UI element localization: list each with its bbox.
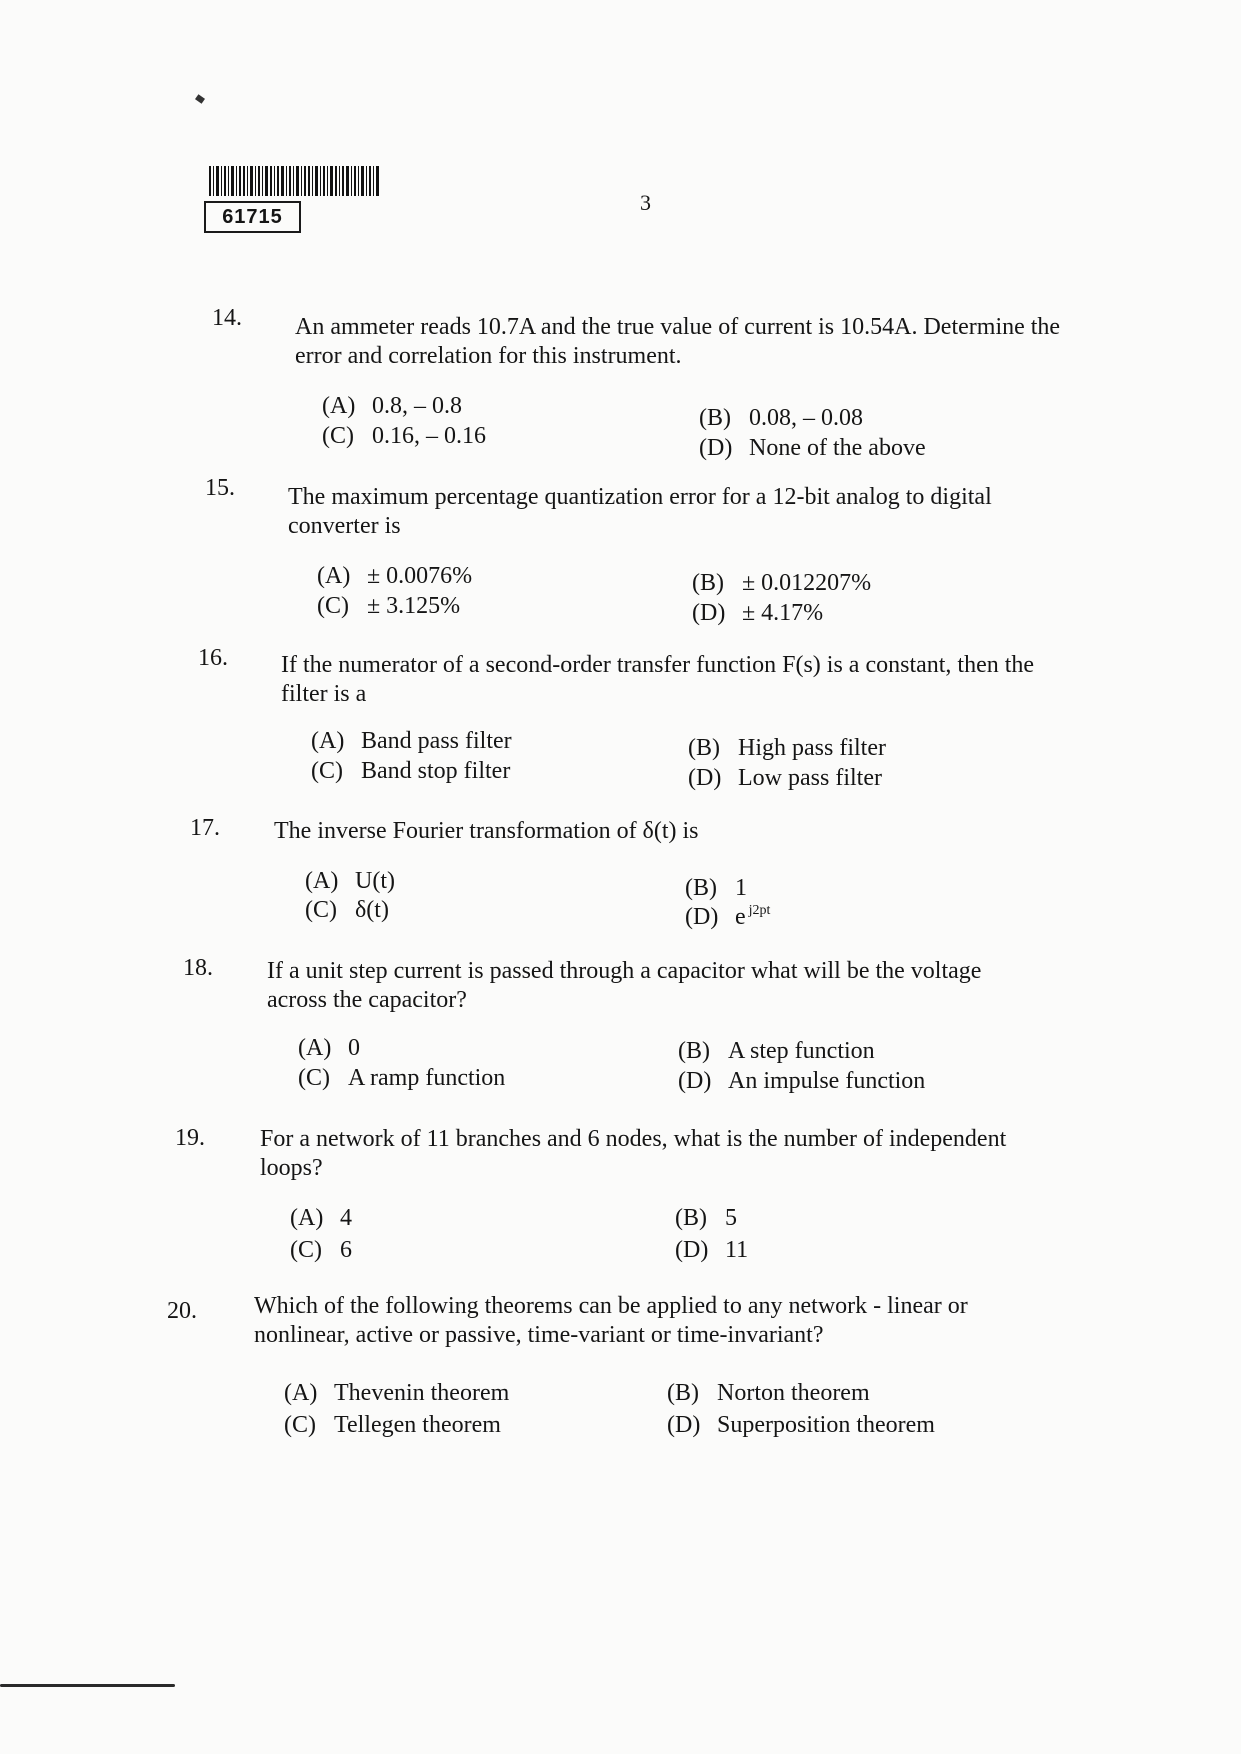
page-number: 3 bbox=[640, 190, 651, 215]
option-letter: (A) bbox=[305, 868, 339, 894]
question-text: An ammeter reads 10.7A and the true value of current is 10.54A. Determine the error and correlation for this instrument. bbox=[295, 314, 1061, 369]
question-text: The maximum percentage quantization error for a 12-bit analog to digital converter is bbox=[288, 484, 992, 539]
option-a bbox=[305, 868, 395, 895]
option-text: 5 bbox=[725, 1205, 737, 1231]
option-text: Thevenin theorem bbox=[334, 1380, 510, 1406]
option-c bbox=[322, 423, 486, 450]
option-letter: (D) bbox=[678, 1068, 712, 1094]
option-c bbox=[290, 1237, 352, 1264]
option-letter: (D) bbox=[667, 1412, 701, 1438]
question-number: 16. bbox=[198, 645, 228, 671]
option-a bbox=[290, 1205, 352, 1232]
question-18 bbox=[183, 955, 1053, 1115]
option-c bbox=[311, 758, 510, 785]
option-letter: (C) bbox=[317, 593, 349, 619]
option-text: U(t) bbox=[355, 868, 395, 894]
option-text: High pass filter bbox=[738, 735, 886, 761]
option-letter: (B) bbox=[688, 735, 720, 761]
option-a bbox=[322, 393, 462, 420]
option-b bbox=[699, 405, 863, 432]
option-d bbox=[692, 600, 823, 627]
option-letter: (C) bbox=[298, 1065, 330, 1091]
option-b bbox=[667, 1380, 870, 1407]
option-d bbox=[675, 1237, 748, 1264]
question-number: 19. bbox=[175, 1125, 205, 1151]
question-19 bbox=[175, 1125, 1055, 1285]
option-text: 4 bbox=[340, 1205, 352, 1231]
option-d bbox=[688, 765, 882, 792]
option-b bbox=[685, 875, 747, 902]
option-a bbox=[311, 728, 512, 755]
option-letter: (B) bbox=[699, 405, 731, 431]
option-b bbox=[678, 1038, 875, 1065]
option-text: ± 3.125% bbox=[367, 593, 461, 619]
question-text: Which of the following theorems can be applied to any network - linear or nonlinear, active or passive, time-variant or time-invariant? bbox=[254, 1293, 968, 1348]
question-17 bbox=[190, 815, 1050, 945]
barcode-image bbox=[209, 166, 379, 196]
question-text: For a network of 11 branches and 6 nodes, what is the number of independent loops? bbox=[260, 1126, 1007, 1181]
option-letter: (C) bbox=[311, 758, 343, 784]
option-letter: (A) bbox=[311, 728, 345, 754]
option-letter: (B) bbox=[667, 1380, 699, 1406]
option-letter: (B) bbox=[685, 875, 717, 901]
option-text: e bbox=[735, 904, 746, 930]
option-b bbox=[692, 570, 871, 597]
scan-speck bbox=[195, 94, 205, 104]
option-d bbox=[667, 1412, 935, 1439]
option-text: Norton theorem bbox=[717, 1380, 870, 1406]
option-text: 0 bbox=[348, 1035, 360, 1061]
option-c bbox=[284, 1412, 501, 1439]
option-a bbox=[298, 1035, 360, 1062]
option-text: A step function bbox=[728, 1038, 875, 1064]
option-text: A ramp function bbox=[348, 1065, 506, 1091]
option-text: 0.8, – 0.8 bbox=[372, 393, 462, 419]
question-16 bbox=[198, 645, 1058, 805]
option-letter: (A) bbox=[284, 1380, 318, 1406]
option-text: Band pass filter bbox=[361, 728, 512, 754]
option-text: 0.16, – 0.16 bbox=[372, 423, 486, 449]
option-c bbox=[317, 593, 460, 620]
question-text: If the numerator of a second-order transfer function F(s) is a constant, then the filter is a bbox=[281, 652, 1035, 707]
option-c bbox=[305, 897, 389, 924]
option-d bbox=[685, 903, 770, 931]
option-text: Tellegen theorem bbox=[334, 1412, 501, 1438]
option-text: 6 bbox=[340, 1237, 352, 1263]
option-a bbox=[317, 563, 472, 590]
question-number: 18. bbox=[183, 955, 213, 981]
option-text: None of the above bbox=[749, 435, 926, 461]
option-a bbox=[284, 1380, 509, 1407]
option-letter: (B) bbox=[692, 570, 724, 596]
option-letter: (D) bbox=[692, 600, 726, 626]
question-text: If a unit step current is passed through a capacitor what will be the voltage across the capacitor? bbox=[267, 958, 982, 1013]
paper-code: 61715 bbox=[204, 201, 301, 233]
option-letter: (D) bbox=[675, 1237, 709, 1263]
question-number: 20. bbox=[167, 1298, 197, 1324]
option-letter: (A) bbox=[298, 1035, 332, 1061]
question-number: 14. bbox=[212, 305, 242, 331]
option-letter: (A) bbox=[317, 563, 351, 589]
question-number: 15. bbox=[205, 475, 235, 501]
option-letter: (A) bbox=[290, 1205, 324, 1231]
option-text: ± 0.012207% bbox=[742, 570, 872, 596]
option-text: ± 4.17% bbox=[742, 600, 824, 626]
option-letter: (C) bbox=[290, 1237, 322, 1263]
option-text: ± 0.0076% bbox=[367, 563, 473, 589]
option-letter: (C) bbox=[322, 423, 354, 449]
option-letter: (D) bbox=[685, 904, 719, 930]
option-letter: (B) bbox=[675, 1205, 707, 1231]
scan-edge-mark bbox=[0, 1684, 175, 1687]
option-letter: (D) bbox=[688, 765, 722, 791]
option-d bbox=[699, 435, 926, 462]
option-text: 0.08, – 0.08 bbox=[749, 405, 863, 431]
option-b bbox=[688, 735, 886, 762]
option-text: Band stop filter bbox=[361, 758, 511, 784]
question-15 bbox=[205, 475, 1065, 635]
question-20 bbox=[167, 1293, 1057, 1458]
option-letter: (D) bbox=[699, 435, 733, 461]
option-c bbox=[298, 1065, 505, 1092]
option-letter: (B) bbox=[678, 1038, 710, 1064]
question-14 bbox=[212, 305, 1072, 465]
question-number: 17. bbox=[190, 815, 220, 841]
option-letter: (C) bbox=[284, 1412, 316, 1438]
option-text: An impulse function bbox=[728, 1068, 926, 1094]
option-text: δ(t) bbox=[355, 897, 389, 923]
question-text: The inverse Fourier transformation of δ(t) is bbox=[274, 818, 699, 844]
option-superscript: j2pt bbox=[748, 903, 771, 918]
option-letter: (C) bbox=[305, 897, 337, 923]
option-text: Superposition theorem bbox=[717, 1412, 935, 1438]
option-letter: (A) bbox=[322, 393, 356, 419]
option-text: Low pass filter bbox=[738, 765, 882, 791]
option-b bbox=[675, 1205, 737, 1232]
option-text: 11 bbox=[725, 1237, 749, 1263]
option-d bbox=[678, 1068, 925, 1095]
option-text: 1 bbox=[735, 875, 747, 901]
